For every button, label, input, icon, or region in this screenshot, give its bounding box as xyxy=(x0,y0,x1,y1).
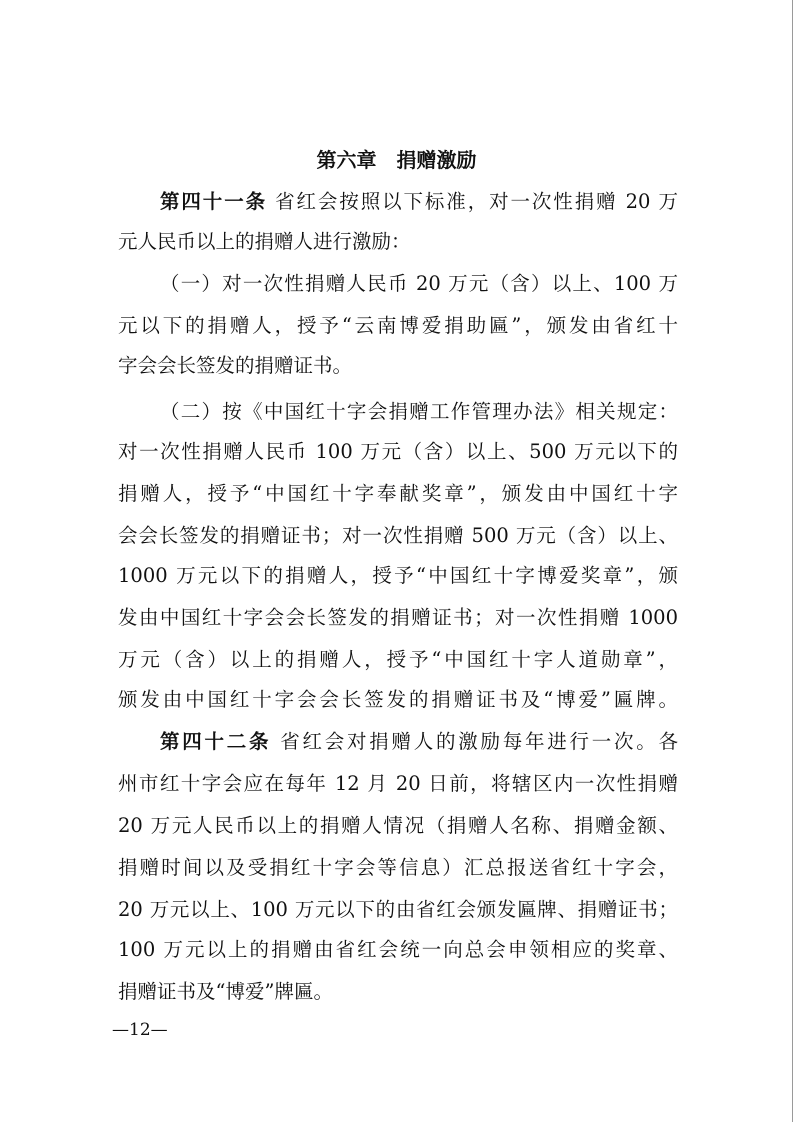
article-41-item-2-line-4: 会会长签发的捐赠证书；对一次性捐赠 500 万元（含）以上、 xyxy=(118,524,678,547)
article-41-item-1-line-2: 元以下的捐赠人，授予“云南博爱捐助匾”，颁发由省红十 xyxy=(118,314,678,337)
article-41-item-1-line-3: 字会会长签发的捐赠证书。 xyxy=(118,354,353,377)
article-42-line-6: 100 万元以上的捐赠由省红会统一向总会申领相应的奖章、 xyxy=(118,938,678,961)
article-42-line-4: 捐赠时间以及受捐红十字会等信息）汇总报送省红十字会， xyxy=(118,856,678,879)
article-41-item-2-line-8: 颁发由中国红十字会会长签发的捐赠证书及“博爱”匾牌。 xyxy=(118,688,678,711)
article-41-item-2-line-3: 捐赠人，授予“中国红十字奉献奖章”，颁发由中国红十字 xyxy=(118,482,678,505)
article-42-line-2: 州市红十字会应在每年 12 月 20 日前，将辖区内一次性捐赠 xyxy=(118,772,678,795)
article-41-line-2: 元人民币以上的捐赠人进行激励： xyxy=(118,230,411,253)
article-42-line-3: 20 万元人民币以上的捐赠人情况（捐赠人名称、捐赠金额、 xyxy=(118,814,678,837)
article-42-line-1-text: 省红会对捐赠人的激励每年进行一次。各 xyxy=(280,730,678,753)
chapter-title: 第六章 捐赠激励 xyxy=(316,148,477,172)
article-41-item-2-line-1: （二）按《中国红十字会捐赠工作管理办法》相关规定： xyxy=(160,400,678,423)
article-42-line-7: 捐赠证书及“博爱”牌匾。 xyxy=(118,980,333,1003)
article-41-line-1 xyxy=(160,182,678,222)
article-42-heading: 第四十二条 xyxy=(160,730,272,753)
article-41-item-2-line-2: 对一次性捐赠人民币 100 万元（含）以上、500 万元以下的 xyxy=(118,440,678,463)
page-number: —12— xyxy=(112,1020,168,1040)
article-41-item-2-line-6: 发由中国红十字会会长签发的捐赠证书；对一次性捐赠 1000 xyxy=(118,606,678,629)
article-42-line-1 xyxy=(160,722,678,762)
article-41-line-1-text: 省红会按照以下标准，对一次性捐赠 20 万 xyxy=(275,190,678,213)
article-41-item-2-line-7: 万元（含）以上的捐赠人，授予“中国红十字人道勋章”， xyxy=(118,648,678,671)
article-41-heading: 第四十一条 xyxy=(160,190,267,213)
article-41-item-1-line-1: （一）对一次性捐赠人民币 20 万元（含）以上、100 万 xyxy=(160,272,678,295)
article-42-line-5: 20 万元以上、100 万元以下的由省红会颁发匾牌、捐赠证书； xyxy=(118,898,678,921)
article-41-item-2-line-5: 1000 万元以下的捐赠人，授予“中国红十字博爱奖章”，颁 xyxy=(118,564,678,587)
